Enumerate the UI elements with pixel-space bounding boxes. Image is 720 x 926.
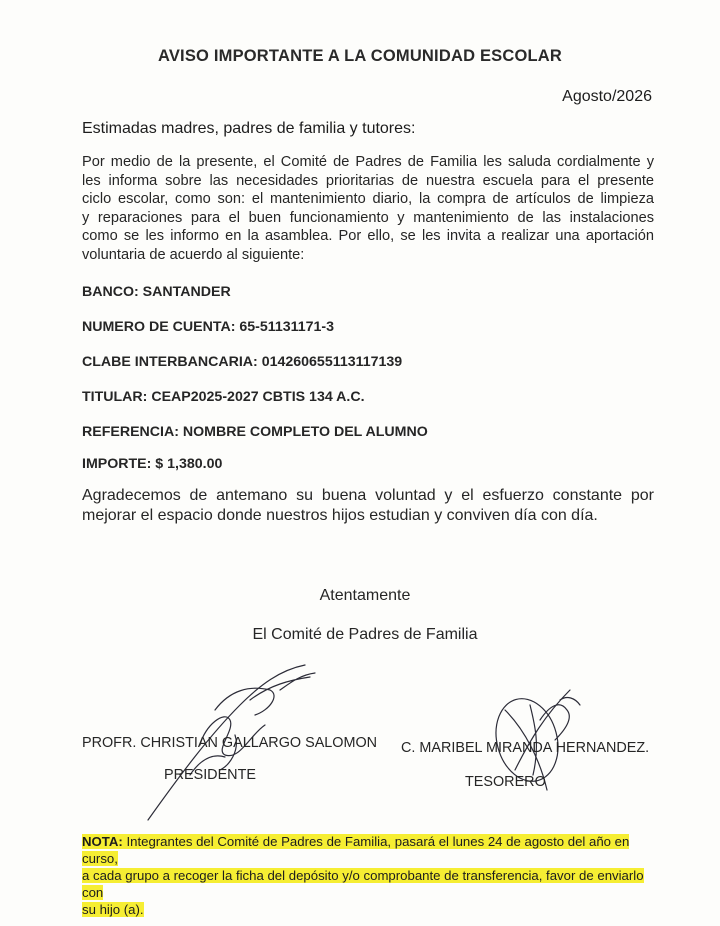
greeting: Estimadas madres, padres de familia y tutores: bbox=[82, 120, 416, 137]
nota-text: Integrantes del Comité de Padres de Familia, pasará el lunes 24 de agosto del año en curso, bbox=[82, 834, 630, 866]
bank-field: BANCO: SANTANDER bbox=[82, 284, 231, 300]
clabe-field: CLABE INTERBANCARIA: 014260655113117139 bbox=[82, 354, 403, 370]
president-name: PROFR. CHRISTIAN GALLARGO SALOMON bbox=[82, 735, 378, 751]
intro-line: y reparaciones para el buen funcionamiento y mantenimiento de las instalaciones bbox=[82, 209, 654, 226]
closing-paragraph bbox=[82, 486, 654, 526]
reference-field: REFERENCIA: NOMBRE COMPLETO DEL ALUMNO bbox=[82, 424, 428, 440]
intro-paragraph bbox=[82, 153, 654, 265]
nota-text: a cada grupo a recoger la ficha del depósito y/o comprobante de transferencia, favor de enviarlo con bbox=[82, 868, 644, 900]
intro-line: voluntaria de acuerdo al siguiente: bbox=[82, 246, 305, 263]
account-number-field: NUMERO DE CUENTA: 65-51131171-3 bbox=[82, 319, 335, 335]
notice-title: AVISO IMPORTANTE A LA COMUNIDAD ESCOLAR bbox=[157, 47, 563, 65]
intro-line: les informa sobre las necesidades prioritarias de nuestra escuela para el presente bbox=[82, 172, 654, 189]
intro-line: Por medio de la presente, el Comité de Padres de Familia les saluda cordialmente y bbox=[82, 154, 654, 170]
president-role: PRESIDENTE bbox=[164, 767, 256, 783]
closing-line: mejorar el espacio donde nuestros hijos estudian y conviven día con día. bbox=[82, 507, 598, 524]
closing-line: Agradecemos de antemano su buena voluntad y el esfuerzo constante por bbox=[82, 487, 654, 504]
nota-label: NOTA: bbox=[82, 834, 123, 849]
treasurer-role: TESORERO bbox=[465, 774, 546, 790]
amount-field: IMPORTE: $ 1,380.00 bbox=[82, 456, 223, 472]
intro-line: ciclo escolar, como son: el mantenimiento diario, la compra de artículos de limpieza bbox=[82, 191, 654, 208]
intro-line: como se les informo en la asamblea. Por ello, se les invita a realizar una aportación bbox=[82, 228, 654, 245]
nota-text: su hijo (a). bbox=[82, 902, 144, 917]
notice-date: Agosto/2026 bbox=[562, 88, 652, 105]
treasurer-name: C. MARIBEL MIRANDA HERNANDEZ. bbox=[401, 740, 650, 756]
nota-block bbox=[82, 833, 652, 918]
sign-off: Atentamente bbox=[319, 587, 411, 604]
committee-name: El Comité de Padres de Familia bbox=[252, 626, 478, 643]
holder-field: TITULAR: CEAP2025-2027 CBTIS 134 A.C. bbox=[82, 389, 365, 405]
